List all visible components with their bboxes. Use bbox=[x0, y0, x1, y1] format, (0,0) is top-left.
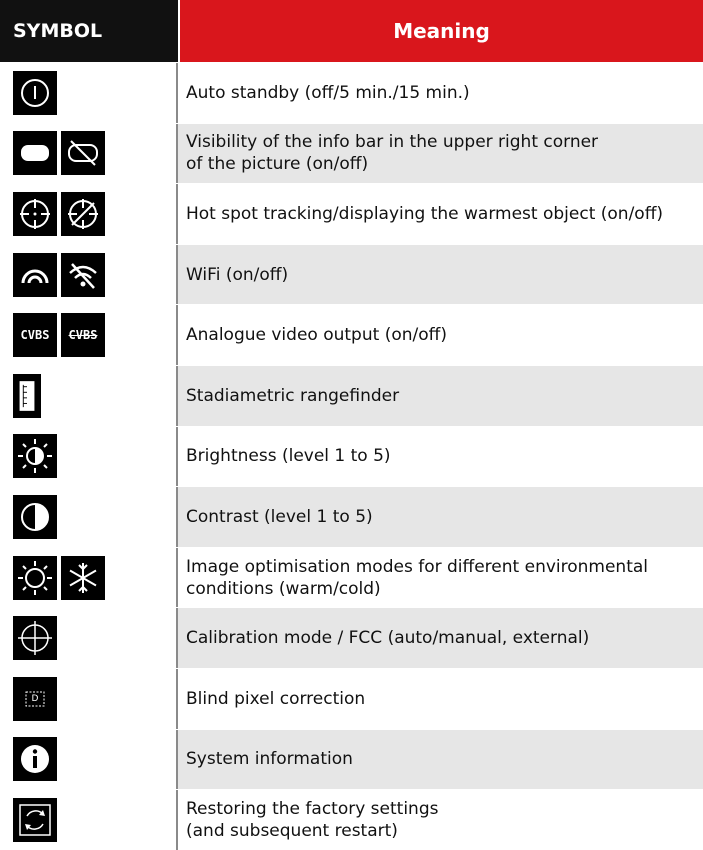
rangefinder-icon bbox=[13, 374, 41, 418]
system-info-icon bbox=[13, 737, 57, 781]
symbol-cell bbox=[0, 184, 178, 244]
table-row bbox=[0, 183, 703, 244]
table-row bbox=[0, 304, 703, 365]
blind-pixel-icon: D bbox=[13, 677, 57, 721]
meaning-cell: Visibility of the info bar in the upper right corner of the picture (on/off) bbox=[178, 124, 703, 184]
table-row bbox=[0, 365, 703, 426]
wifi-on-icon bbox=[13, 253, 57, 297]
header-meaning: Meaning bbox=[178, 0, 703, 62]
table-row bbox=[0, 486, 703, 547]
calibration-icon bbox=[13, 616, 57, 660]
standby-icon bbox=[13, 71, 57, 115]
meaning-cell: Contrast (level 1 to 5) bbox=[178, 487, 703, 547]
meaning-cell: Analogue video output (on/off) bbox=[186, 325, 447, 346]
table-header bbox=[0, 0, 703, 62]
meaning-cell: Hot spot tracking/displaying the warmest object (on/off) bbox=[186, 203, 664, 224]
table-row bbox=[0, 62, 703, 123]
symbol-cell bbox=[0, 124, 178, 184]
meaning-cell: WiFi (on/off) bbox=[178, 245, 703, 305]
brightness-icon bbox=[13, 434, 57, 478]
symbol-cell bbox=[0, 63, 178, 123]
hot-spot-off-icon bbox=[61, 192, 105, 236]
table-row bbox=[0, 123, 703, 184]
meaning-cell: Brightness (level 1 to 5) bbox=[186, 446, 391, 467]
symbol-cell bbox=[0, 669, 178, 729]
table-row bbox=[0, 607, 703, 668]
warm-mode-icon bbox=[13, 556, 57, 600]
meaning-cell: Blind pixel correction bbox=[186, 688, 366, 709]
symbol-cell bbox=[0, 730, 178, 790]
info-bar-on-icon bbox=[13, 131, 57, 175]
symbol-cell bbox=[0, 790, 178, 850]
table-row bbox=[0, 426, 703, 487]
meaning-cell: Stadiametric rangefinder bbox=[178, 366, 703, 426]
cvbs-on-icon: CVBS bbox=[13, 313, 57, 357]
table-row bbox=[0, 244, 703, 305]
meaning-cell: Restoring the factory settings (and subsequent restart) bbox=[186, 798, 439, 841]
info-bar-off-icon bbox=[61, 131, 105, 175]
symbol-cell bbox=[0, 305, 178, 365]
wifi-off-icon bbox=[61, 253, 105, 297]
symbol-cell bbox=[0, 487, 178, 547]
contrast-icon bbox=[13, 495, 57, 539]
meaning-cell: Auto standby (off/5 min./15 min.) bbox=[186, 82, 470, 103]
table-row bbox=[0, 547, 703, 608]
symbol-cell bbox=[0, 548, 178, 608]
header-symbol: SYMBOL bbox=[0, 0, 178, 62]
factory-reset-icon bbox=[13, 798, 57, 842]
table-row bbox=[0, 668, 703, 729]
table-row bbox=[0, 729, 703, 790]
symbol-cell bbox=[0, 427, 178, 487]
cvbs-off-icon: CVBS bbox=[61, 313, 105, 357]
symbol-cell bbox=[0, 608, 178, 668]
meaning-cell: System information bbox=[178, 730, 703, 790]
meaning-cell: Calibration mode / FCC (auto/manual, external) bbox=[178, 608, 703, 668]
symbol-cell bbox=[0, 366, 178, 426]
symbol-cell bbox=[0, 245, 178, 305]
cold-mode-icon bbox=[61, 556, 105, 600]
hot-spot-on-icon bbox=[13, 192, 57, 236]
meaning-cell: Image optimisation modes for different environmental conditions (warm/cold) bbox=[186, 556, 649, 599]
table-row bbox=[0, 789, 703, 850]
